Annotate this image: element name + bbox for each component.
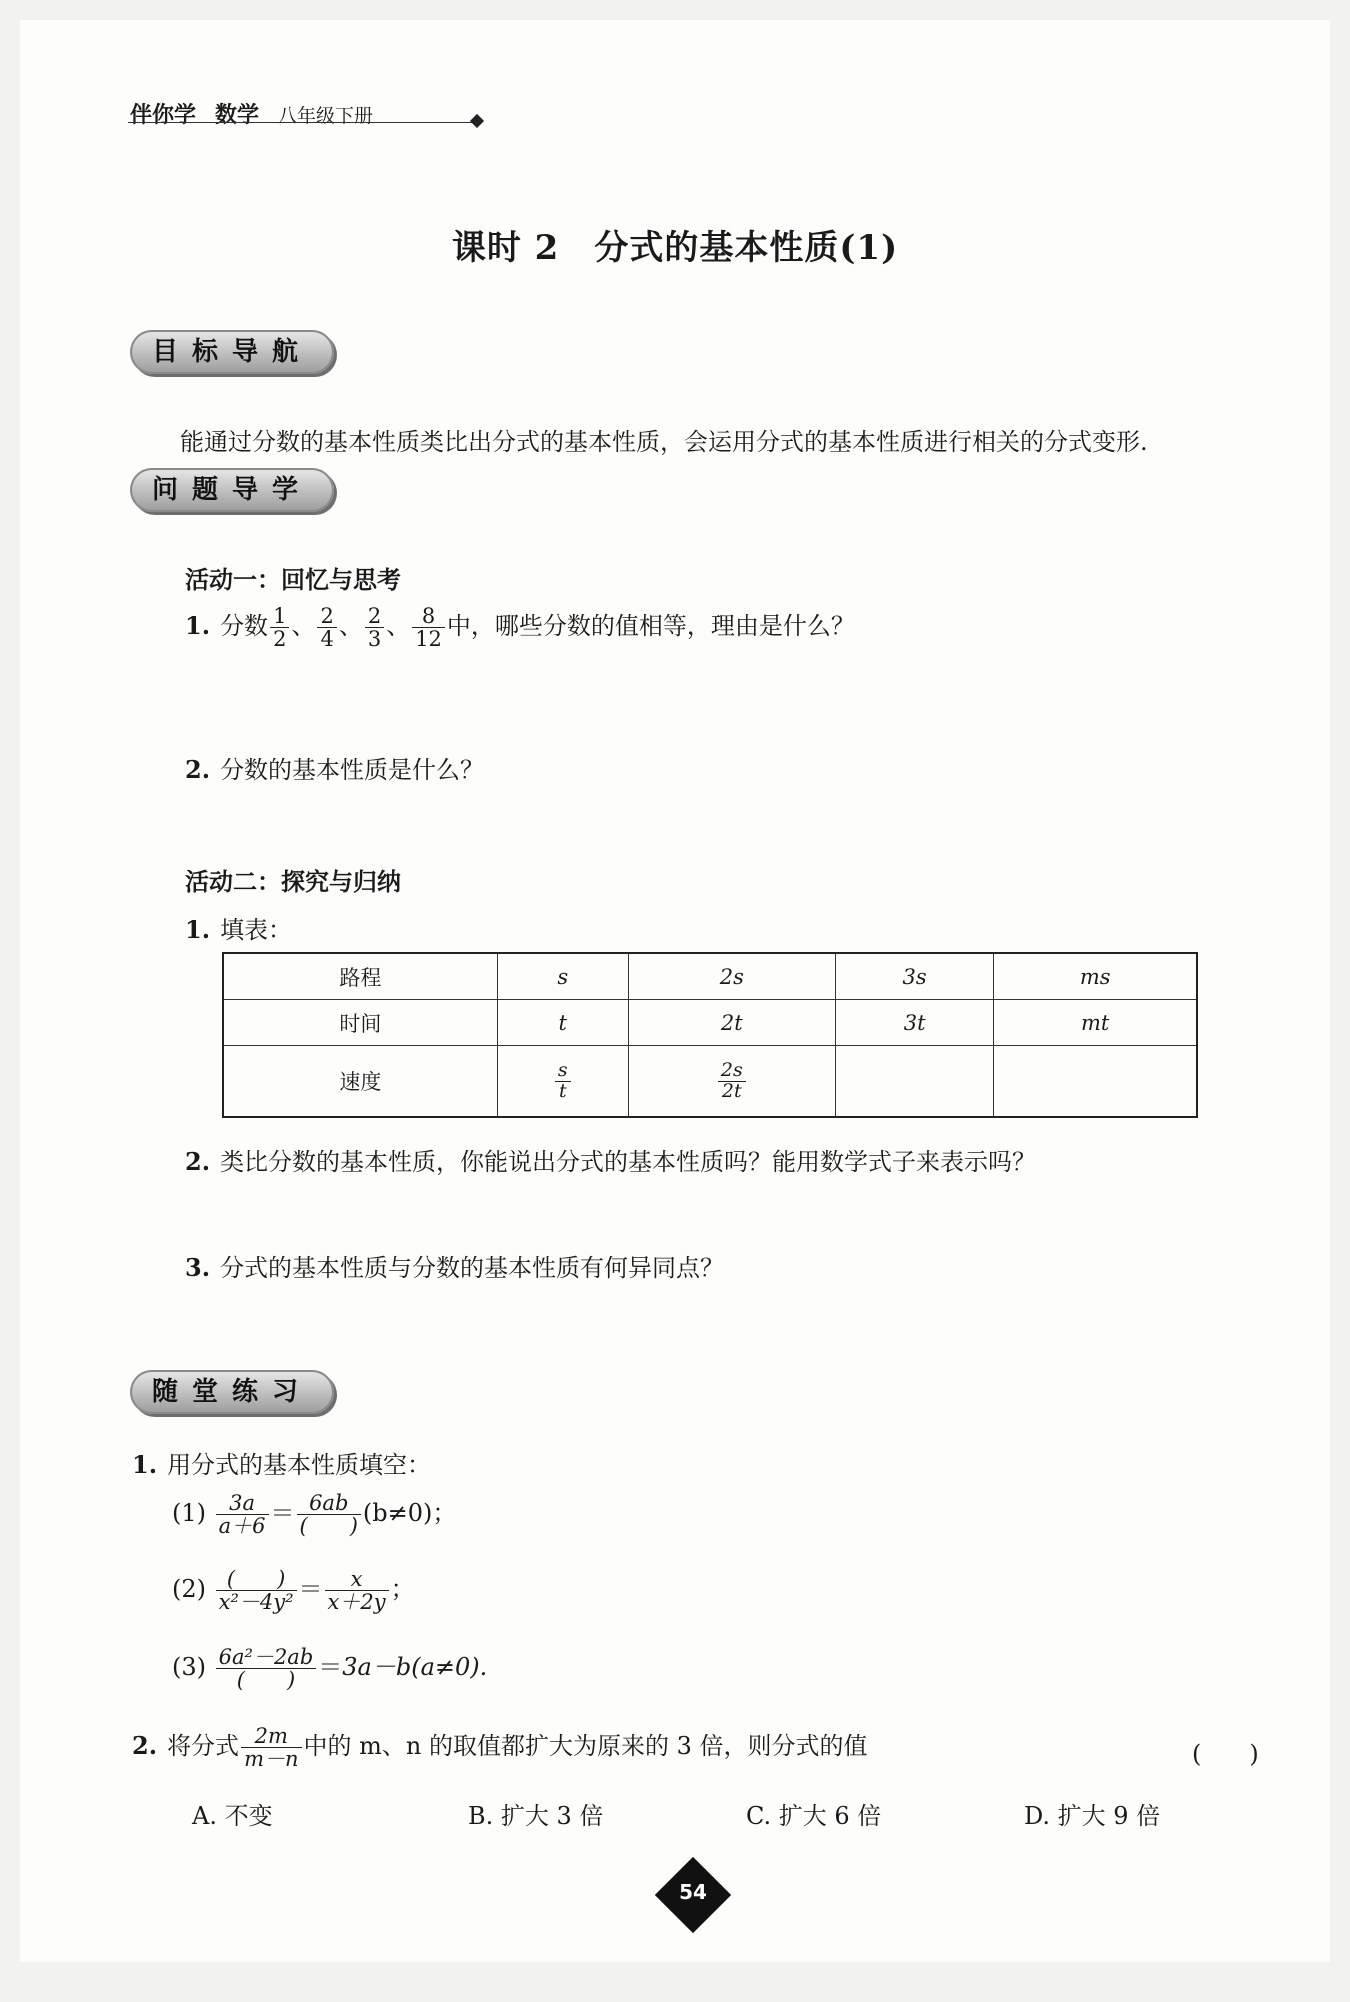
activity1-title: 活动一：回忆与思考 (185, 566, 401, 594)
question-number: 2. (185, 755, 211, 784)
question-text: 分式的基本性质与分数的基本性质有何异同点？ (220, 1254, 725, 1282)
fraction: $\frac{( )}{\text{x²－4y²}}$ (216, 1568, 297, 1613)
table-cell: $\frac{2s}{2t}$ (628, 1046, 835, 1118)
table-cell: 2s (628, 953, 835, 1000)
header-rule (128, 122, 478, 123)
activity1-q2 (185, 750, 484, 785)
fraction: $\frac{\text{6a²－2ab}}{( )}$ (216, 1646, 317, 1691)
activity1-q1 (185, 605, 855, 650)
workbook-page (20, 20, 1330, 1962)
q2-prefix: 将分式 (167, 1732, 240, 1761)
option-c[interactable]: C. 扩大 6 倍 (746, 1802, 882, 1830)
item-label: (3) (172, 1653, 206, 1682)
item-label: (2) (172, 1575, 206, 1604)
table-cell: $\frac{s}{t}$ (497, 1046, 628, 1118)
answer-paren[interactable]: ( ) (1192, 1740, 1259, 1768)
running-header (130, 98, 373, 129)
fraction: $\frac{2}{3}$ (365, 605, 384, 650)
question-number: 2. (132, 1731, 158, 1761)
lesson-title: 课时 2 分式的基本性质(1) (451, 228, 899, 268)
page-number: 54 (679, 1880, 707, 1904)
equals: ＝ (270, 1499, 295, 1528)
practice-q1-item2 (172, 1568, 415, 1613)
q1-suffix: 中，哪些分数的值相等，理由是什么？ (446, 612, 855, 641)
condition: (b≠0)； (362, 1499, 457, 1528)
fill-table (222, 952, 1198, 1118)
practice-q1 (132, 1445, 431, 1480)
row-label: 时间 (223, 1000, 497, 1046)
equals: ＝ (298, 1575, 323, 1604)
option-a[interactable]: A. 不变 (192, 1802, 273, 1830)
fraction: $\frac{2}{4}$ (317, 605, 336, 650)
practice-q1-item1 (172, 1492, 456, 1537)
blank-cell[interactable] (835, 1046, 994, 1118)
table-row (223, 953, 1197, 1000)
grade: 八年级下册 (278, 105, 374, 127)
row-label: 路程 (223, 953, 497, 1000)
table-cell: mt (994, 1000, 1197, 1046)
practice-q1-item3 (172, 1646, 487, 1691)
question-text: 分数的基本性质是什么？ (220, 756, 485, 784)
fraction: $\frac{3a}{a+6}$ (216, 1492, 269, 1537)
option-b[interactable]: B. 扩大 3 倍 (468, 1802, 604, 1830)
fraction: $\frac{1}{2}$ (270, 605, 289, 650)
question-number: 1. (185, 915, 211, 944)
fraction: $\frac{x}{x+2y}$ (325, 1568, 389, 1613)
question-text: 填表： (220, 916, 293, 944)
table-cell: s (497, 953, 628, 1000)
activity2-q2 (185, 1142, 1036, 1177)
activity2-q3 (185, 1248, 724, 1283)
table-cell: 3s (835, 953, 994, 1000)
question-text: 类比分数的基本性质，你能说出分式的基本性质吗？能用数学式子来表示吗？ (220, 1148, 1037, 1176)
condition: 3a－b(a≠0). (342, 1653, 488, 1682)
section-tag-practice: 随堂练习 (130, 1370, 334, 1414)
question-number: 2. (185, 1147, 211, 1176)
table-cell: t (497, 1000, 628, 1046)
q1-prefix: 分数 (220, 612, 269, 641)
table-cell: 2t (628, 1000, 835, 1046)
diamond-icon (470, 114, 484, 128)
table-cell: ms (994, 953, 1197, 1000)
practice-q2 (132, 1725, 868, 1770)
table-cell: 3t (835, 1000, 994, 1046)
separator: 、 (291, 612, 316, 641)
separator: 、 (386, 612, 411, 641)
section-tag-guide: 问题导学 (130, 468, 334, 512)
subject: 数学 (215, 103, 260, 128)
fraction: $\frac{6ab}{( )}$ (297, 1492, 361, 1537)
equals: ＝ (318, 1653, 343, 1682)
separator: 、 (338, 612, 363, 641)
activity2-q1 (185, 910, 292, 945)
fraction: $\frac{8}{12}$ (412, 605, 445, 650)
activity2-title: 活动二：探究与归纳 (185, 868, 401, 896)
item-label: (1) (172, 1499, 206, 1528)
question-number: 1. (132, 1450, 158, 1479)
q2-suffix: 中的 m、n 的取值都扩大为原来的 3 倍，则分式的值 (303, 1732, 868, 1761)
blank-cell[interactable] (994, 1046, 1197, 1118)
question-text: 用分式的基本性质填空： (167, 1451, 432, 1479)
question-number: 1. (185, 611, 211, 641)
section-tag-goals: 目标导航 (130, 330, 334, 374)
option-d[interactable]: D. 扩大 9 倍 (1024, 1802, 1161, 1830)
condition: ； (390, 1575, 415, 1604)
question-number: 3. (185, 1253, 211, 1282)
brand: 伴你学 (130, 103, 197, 128)
table-row (223, 1000, 1197, 1046)
goals-text: 能通过分数的基本性质类比出分式的基本性质，会运用分式的基本性质进行相关的分式变形. (180, 428, 1148, 456)
table-row (223, 1046, 1197, 1118)
fraction: $\frac{2m}{m-n}$ (241, 1725, 301, 1770)
row-label: 速度 (223, 1046, 497, 1118)
